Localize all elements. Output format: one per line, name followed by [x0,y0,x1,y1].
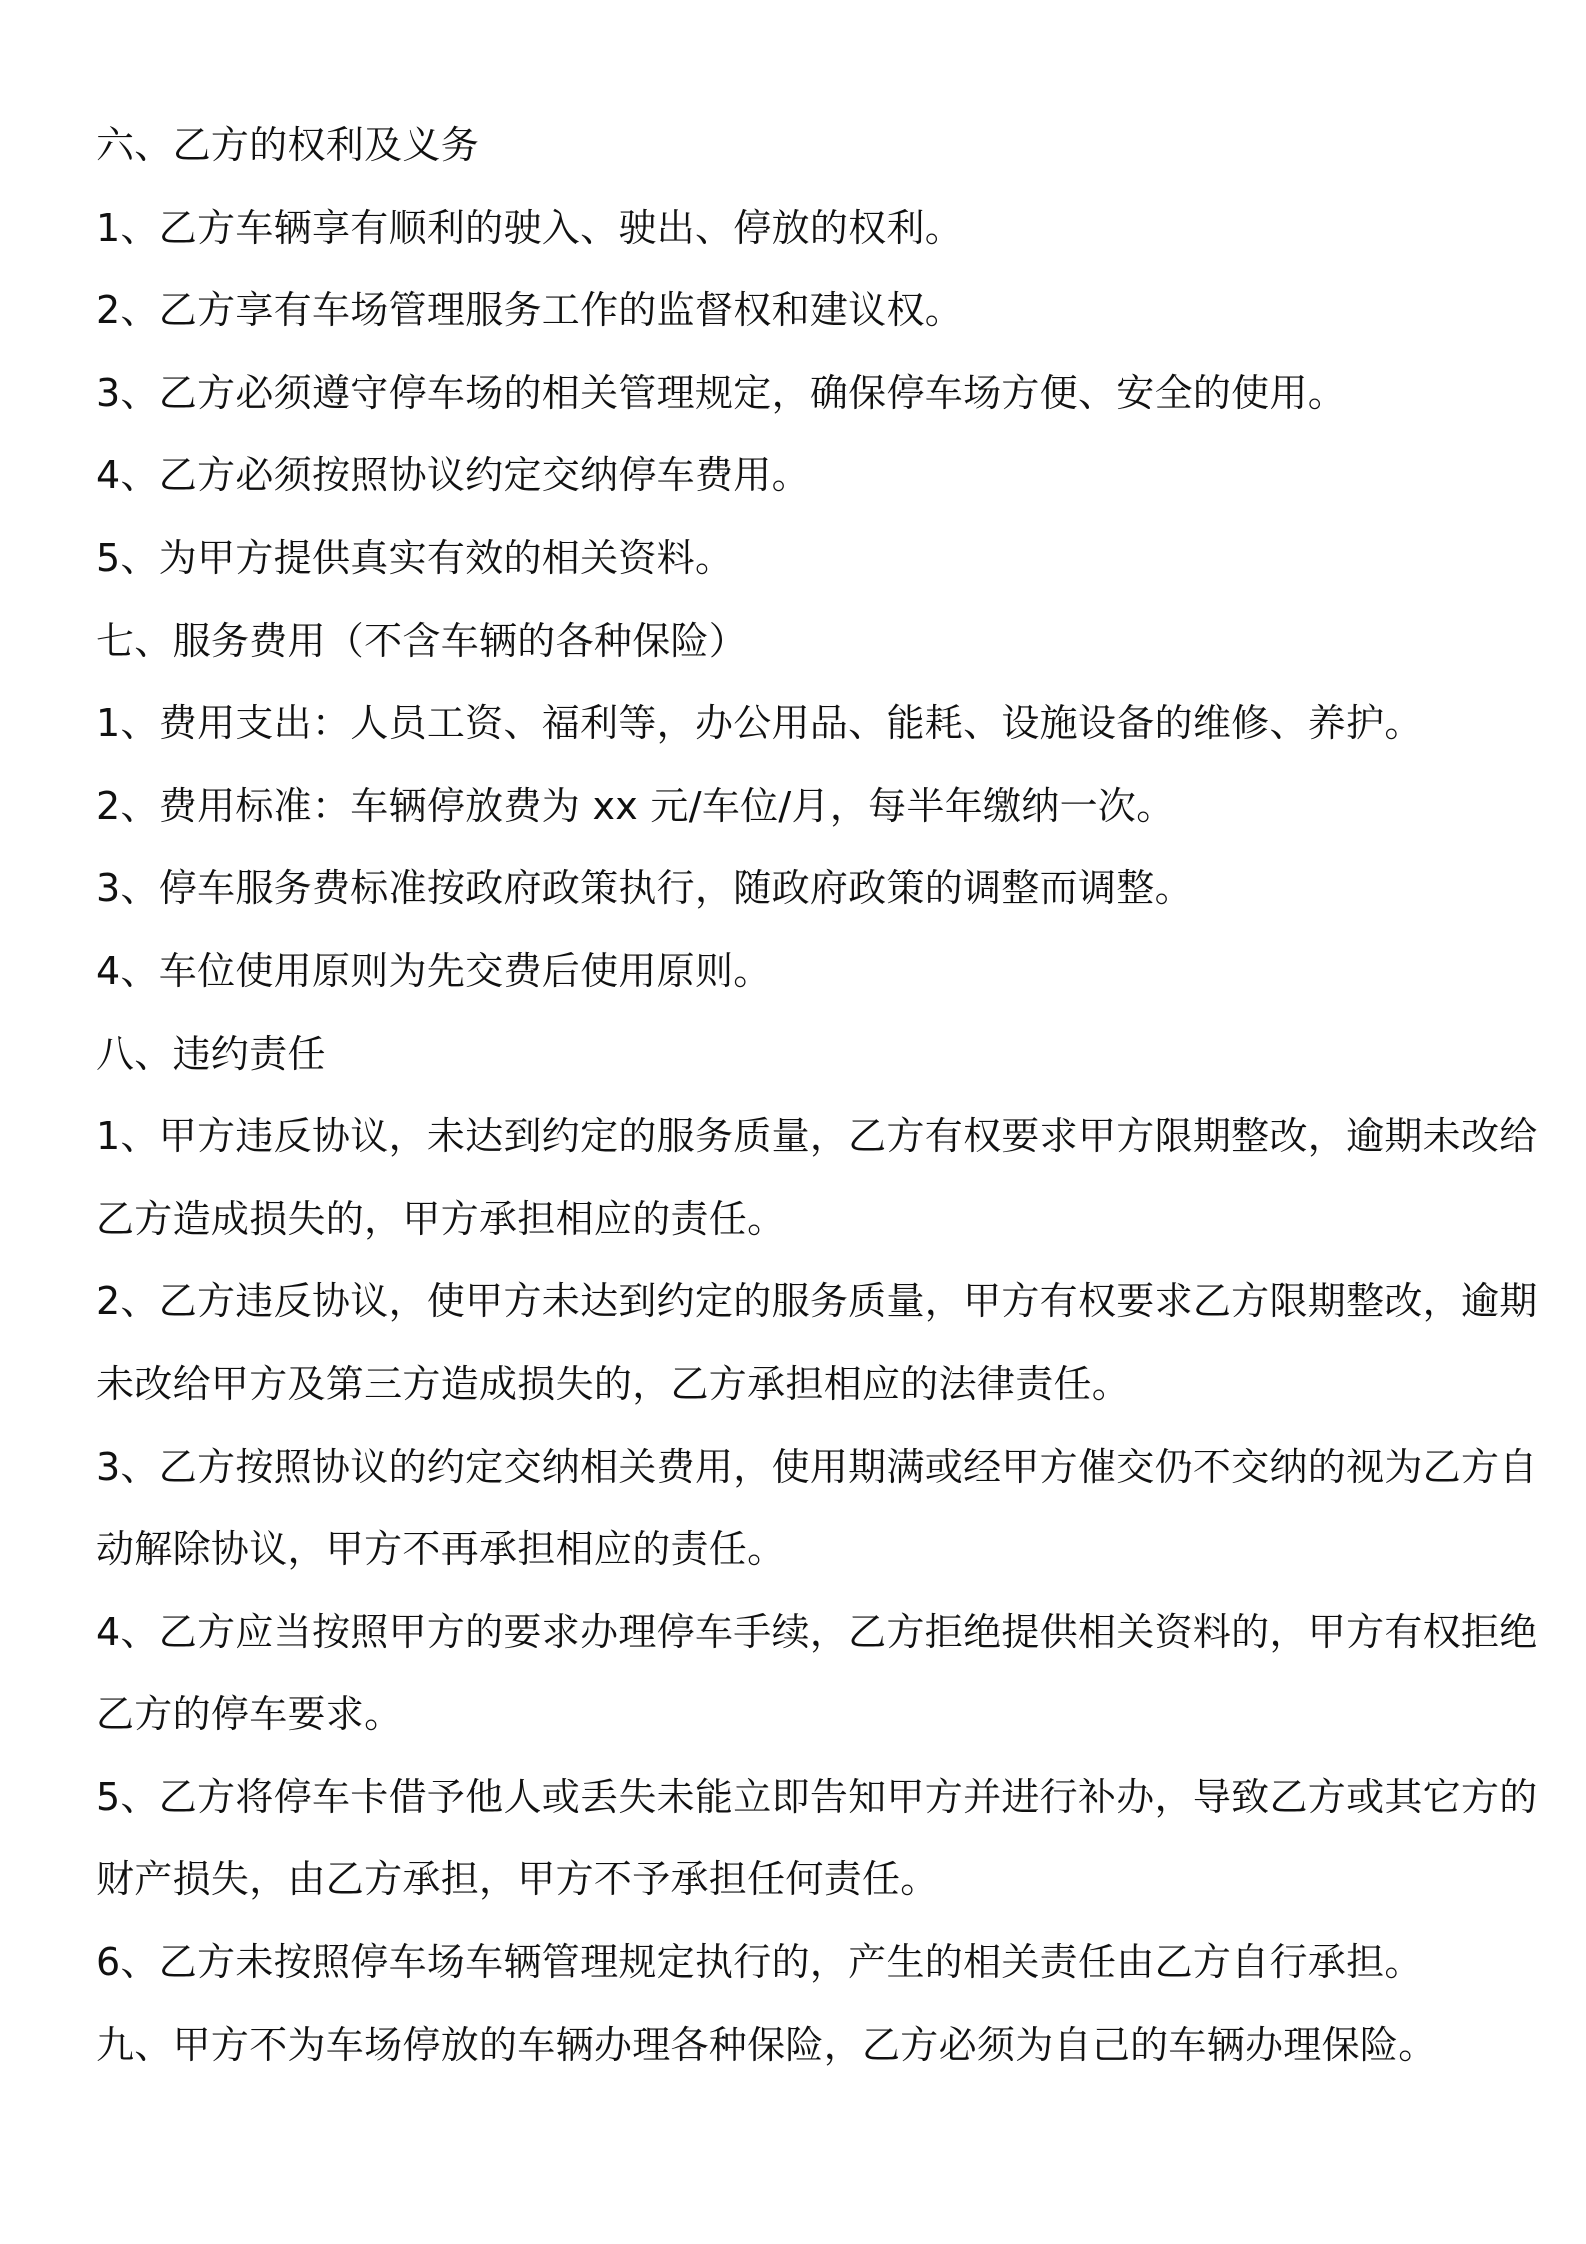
clause-6-1: 1、乙方车辆享有顺利的驶入、驶出、停放的权利。 [96,205,964,250]
section-heading-9: 九、甲方不为车场停放的车辆办理各种保险，乙方必须为自己的车辆办理保险。 [96,2022,1437,2067]
section-heading-8: 八、违约责任 [96,1031,326,1076]
clause-8-1-line-1: 1、甲方违反协议，未达到约定的服务质量，乙方有权要求甲方限期整改，逾期未改给 [96,1114,1538,1159]
clause-8-5-line-1: 5、乙方将停车卡借予他人或丢失未能立即告知甲方并进行补办，导致乙方或其它方的 [96,1774,1538,1819]
clause-7-2: 2、费用标准：车辆停放费为 xx 元/车位/月，每半年缴纳一次。 [96,783,1175,828]
clause-8-4-line-2: 乙方的停车要求。 [96,1692,403,1737]
clause-7-4: 4、车位使用原则为先交费后使用原则。 [96,948,772,993]
clause-8-3-line-1: 3、乙方按照协议的约定交纳相关费用，使用期满或经甲方催交仍不交纳的视为乙方自 [96,1444,1538,1489]
clause-8-2-line-1: 2、乙方违反协议，使甲方未达到约定的服务质量，甲方有权要求乙方限期整改，逾期 [96,1279,1538,1324]
clause-8-2-line-2: 未改给甲方及第三方造成损失的，乙方承担相应的法律责任。 [96,1361,1131,1406]
clause-6-4: 4、乙方必须按照协议约定交纳停车费用。 [96,453,810,498]
section-heading-7: 七、服务费用（不含车辆的各种保险） [96,618,748,663]
section-heading-6: 六、乙方的权利及义务 [96,123,480,167]
clause-6-3: 3、乙方必须遵守停车场的相关管理规定，确保停车场方便、安全的使用。 [96,370,1347,415]
clause-7-3: 3、停车服务费标准按政府政策执行，随政府政策的调整而调整。 [96,866,1193,911]
clause-6-2: 2、乙方享有车场管理服务工作的监督权和建议权。 [96,288,964,333]
clause-8-4-line-1: 4、乙方应当按照甲方的要求办理停车手续，乙方拒绝提供相关资料的，甲方有权拒绝 [96,1609,1538,1654]
clause-8-5-line-2: 财产损失，由乙方承担，甲方不予承担任何责任。 [96,1857,939,1902]
clause-6-5: 5、为甲方提供真实有效的相关资料。 [96,535,734,580]
clause-8-3-line-2: 动解除协议，甲方不再承担相应的责任。 [96,1527,786,1572]
document-body [96,104,1538,2086]
clause-7-1: 1、费用支出：人员工资、福利等，办公用品、能耗、设施设备的维修、养护。 [96,701,1423,746]
clause-8-6: 6、乙方未按照停车场车辆管理规定执行的，产生的相关责任由乙方自行承担。 [96,1940,1423,1985]
clause-8-1-line-2: 乙方造成损失的，甲方承担相应的责任。 [96,1196,786,1241]
